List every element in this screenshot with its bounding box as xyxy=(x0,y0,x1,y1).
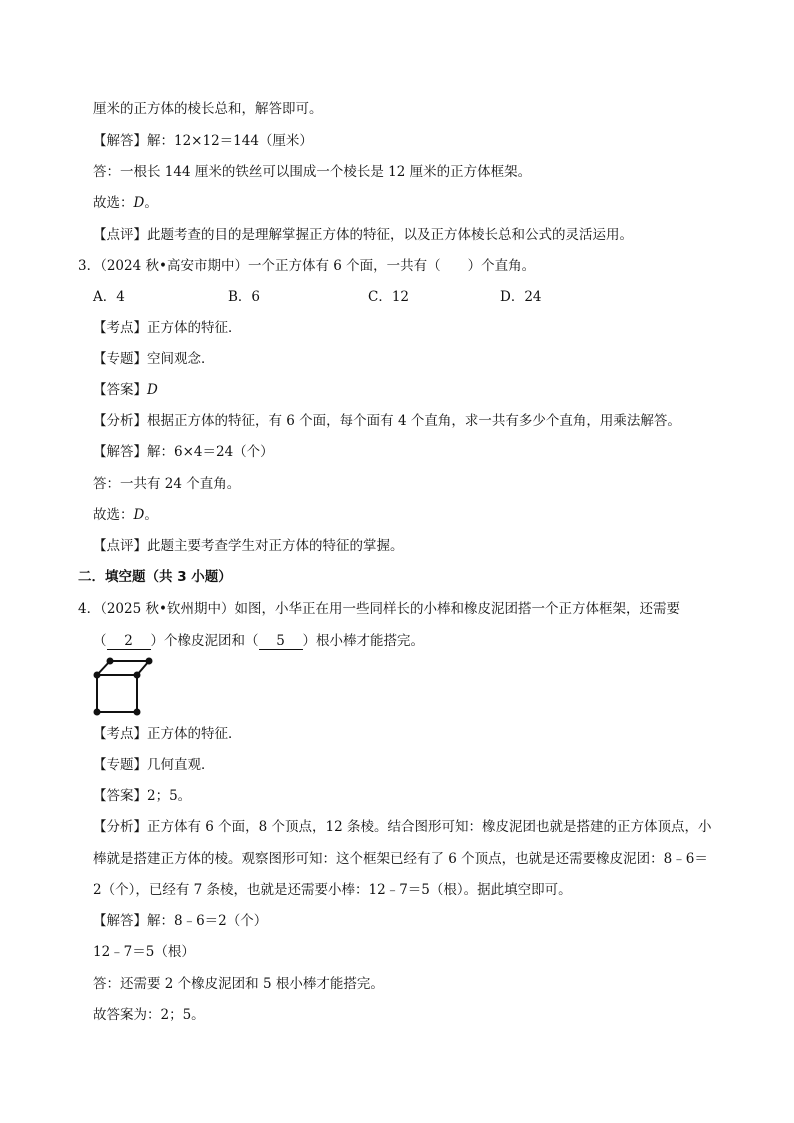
point-tag: 【考点】 xyxy=(93,320,147,336)
q3-comment xyxy=(93,537,404,555)
point-text: 正方体的特征． xyxy=(147,726,242,742)
choice-prefix: 故选： xyxy=(93,195,134,211)
q3-option-a: A．4 xyxy=(93,289,125,305)
q3-final: 答：一共有 24 个直角。 xyxy=(93,476,241,492)
answer-tag: 【答案】 xyxy=(93,382,147,398)
q2-comment xyxy=(93,226,633,244)
q3-option-d: D．24 xyxy=(500,289,542,305)
q4-answer xyxy=(93,787,191,805)
choice-letter: D xyxy=(133,195,145,211)
q4-stem-line2 xyxy=(93,632,424,650)
q4-stem-line1: 4．（2025 秋•钦州期中）如图，小华正在用一些同样长的小棒和橡皮泥团搭一个正方体框架，还需要 xyxy=(78,601,680,617)
analysis-text: 根据正方体的特征，有 6 个面，每个面有 4 个直角，求一共有多少个直角，用乘法解答。 xyxy=(147,413,681,429)
clay-ball xyxy=(134,709,141,716)
q2-solution xyxy=(93,132,313,150)
point-tag: 【考点】 xyxy=(93,726,147,742)
solution-tag: 【解答】 xyxy=(93,133,147,149)
comment-tag: 【点评】 xyxy=(93,227,147,243)
analysis-tag: 【分析】 xyxy=(93,819,147,835)
q3-option-b: B．6 xyxy=(228,289,261,305)
choice-suffix: 。 xyxy=(144,507,158,523)
choice-prefix: 故选： xyxy=(93,507,134,523)
q2-choice xyxy=(93,194,158,212)
answer-blank-1: 2 xyxy=(107,634,151,650)
q4-solution-line2: 12﹣7＝5（根） xyxy=(93,944,195,960)
q3-topic xyxy=(93,350,215,368)
answer-text: 2；5。 xyxy=(147,788,192,804)
answer-blank-2: 5 xyxy=(259,634,303,650)
q3-solution xyxy=(93,443,274,461)
q4-analysis-line3: 2（个），已经有 7 条棱，也就是还需要小棒：12﹣7＝5（根）。据此填空即可。 xyxy=(93,882,572,898)
clay-ball xyxy=(94,709,101,716)
point-text: 正方体的特征． xyxy=(147,320,242,336)
choice-suffix: 。 xyxy=(144,195,158,211)
topic-text: 几何直观． xyxy=(147,757,215,773)
q4-topic xyxy=(93,756,215,774)
q4-solution-line1 xyxy=(93,912,267,930)
topic-tag: 【专题】 xyxy=(93,351,147,367)
topic-text: 空间观念． xyxy=(147,351,215,367)
comment-text: 此题主要考查学生对正方体的特征的掌握。 xyxy=(147,538,404,554)
q2-analysis-tail: 厘米的正方体的棱长总和，解答即可。 xyxy=(93,101,323,117)
q3-stem: 3．（2024 秋•高安市期中）一个正方体有 6 个面，一共有（ ）个直角。 xyxy=(78,258,536,274)
stem-part: （ xyxy=(93,633,107,649)
q4-final: 答：还需要 2 个橡皮泥团和 5 根小棒才能搭完。 xyxy=(93,976,384,992)
clay-ball xyxy=(94,672,101,679)
cube-frame-figure xyxy=(88,654,158,720)
q2-answer: 答：一根长 144 厘米的铁丝可以围成一个棱长是 12 厘米的正方体框架。 xyxy=(93,164,532,180)
analysis-text: 正方体有 6 个面，8 个顶点，12 条棱。结合图形可知：橡皮泥团也就是搭建的正方体顶点，小 xyxy=(147,819,712,835)
clay-ball xyxy=(107,658,114,665)
q3-answer xyxy=(93,381,158,399)
q4-analysis-line2: 棒就是搭建正方体的棱。观察图形可知：这个框架已经有了 6 个顶点，也就是还需要橡皮泥团：8﹣6＝ xyxy=(93,851,708,867)
solution-text: 解：6×4＝24（个） xyxy=(147,444,274,460)
comment-tag: 【点评】 xyxy=(93,538,147,554)
choice-letter: D xyxy=(133,507,145,523)
q3-analysis xyxy=(93,412,681,430)
stem-part: ）根小棒才能搭完。 xyxy=(302,633,424,649)
comment-text: 此题考查的目的是理解掌握正方体的特征，以及正方体棱长总和公式的灵活运用。 xyxy=(147,227,633,243)
stem-part: ）个橡皮泥团和（ xyxy=(150,633,259,649)
clay-ball xyxy=(146,658,153,665)
q4-point xyxy=(93,725,242,743)
clay-ball xyxy=(134,672,141,679)
analysis-tag: 【分析】 xyxy=(93,413,147,429)
answer-text: D xyxy=(147,382,158,398)
topic-tag: 【专题】 xyxy=(93,757,147,773)
q3-option-c: C．12 xyxy=(368,289,410,305)
section-title: 二．填空题（共 3 小题） xyxy=(78,569,232,585)
q4-analysis-line1 xyxy=(93,818,712,836)
solution-tag: 【解答】 xyxy=(93,913,147,929)
q4-fill-answer: 故答案为：2；5。 xyxy=(93,1007,205,1023)
answer-tag: 【答案】 xyxy=(93,788,147,804)
q3-choice xyxy=(93,506,158,524)
solution-tag: 【解答】 xyxy=(93,444,147,460)
solution-text: 解：12×12＝144（厘米） xyxy=(147,133,313,149)
solution-text: 解：8﹣6＝2（个） xyxy=(147,913,268,929)
q3-point xyxy=(93,319,242,337)
